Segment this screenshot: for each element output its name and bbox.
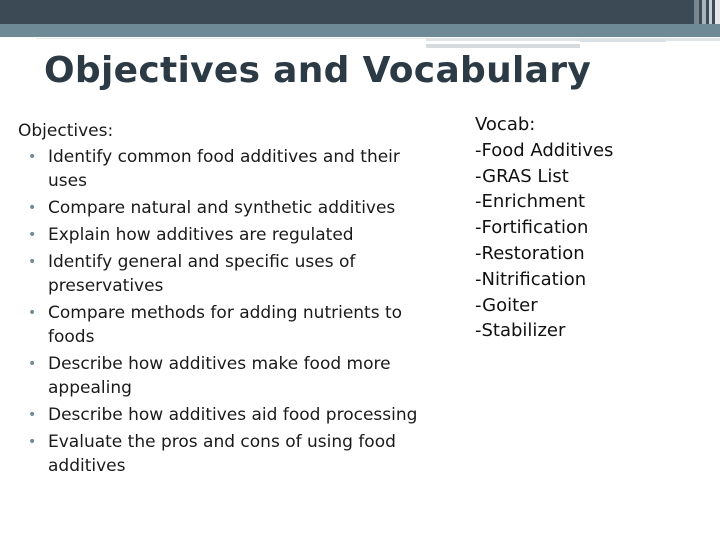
objective-text: Identify general and specific uses of preservatives bbox=[48, 252, 356, 296]
top-bar-stripe bbox=[715, 0, 720, 24]
objective-item bbox=[18, 250, 428, 298]
objective-item bbox=[18, 301, 428, 349]
divider-line bbox=[580, 39, 666, 42]
vocab-item: -Restoration bbox=[475, 242, 585, 264]
objectives-section bbox=[18, 119, 428, 481]
objective-item bbox=[18, 352, 428, 400]
objective-text: Evaluate the pros and cons of using food additives bbox=[48, 432, 396, 476]
vocab-item: -Food Additives bbox=[475, 139, 614, 161]
top-bar bbox=[0, 0, 720, 24]
top-bar-stripe bbox=[702, 0, 706, 24]
objectives-heading: Objectives: bbox=[18, 121, 114, 141]
bullet-icon: • bbox=[28, 200, 37, 216]
objective-item bbox=[18, 430, 428, 478]
bullet-icon: • bbox=[28, 254, 37, 270]
objective-item bbox=[18, 196, 428, 220]
objective-item bbox=[18, 223, 428, 247]
bullet-icon: • bbox=[28, 305, 37, 321]
bullet-icon: • bbox=[28, 149, 37, 165]
objective-text: Describe how additives aid food processing bbox=[48, 405, 418, 425]
vocab-item: -Fortification bbox=[475, 217, 589, 239]
vocab-item: -Goiter bbox=[475, 294, 538, 316]
bullet-icon: • bbox=[28, 407, 37, 423]
divider-line bbox=[36, 38, 426, 39]
vocab-heading: Vocab: bbox=[475, 114, 536, 135]
bullet-icon: • bbox=[28, 434, 37, 450]
objectives-list bbox=[18, 145, 428, 478]
divider-line bbox=[426, 44, 580, 48]
vocab-item: -Stabilizer bbox=[475, 320, 566, 342]
objective-text: Compare natural and synthetic additives bbox=[48, 198, 396, 218]
vocab-item: -GRAS List bbox=[475, 165, 569, 187]
slide-title: Objectives and Vocabulary bbox=[44, 50, 592, 91]
vocab-item: -Nitrification bbox=[475, 268, 587, 290]
bullet-icon: • bbox=[28, 227, 37, 243]
top-bar-stripe bbox=[709, 0, 712, 24]
vocab-section bbox=[475, 112, 715, 344]
bullet-icon: • bbox=[28, 356, 37, 372]
accent-band bbox=[0, 24, 720, 37]
objective-text: Describe how additives make food more appealing bbox=[48, 354, 391, 398]
objective-text: Identify common food additives and their uses bbox=[48, 147, 400, 191]
objective-text: Compare methods for adding nutrients to foods bbox=[48, 303, 403, 347]
objective-text: Explain how additives are regulated bbox=[48, 225, 354, 245]
objective-item bbox=[18, 403, 428, 427]
vocab-list bbox=[475, 138, 715, 344]
vocab-item: -Enrichment bbox=[475, 191, 586, 213]
top-bar-stripe bbox=[694, 0, 699, 24]
divider-line bbox=[426, 38, 720, 41]
objective-item bbox=[18, 145, 428, 193]
